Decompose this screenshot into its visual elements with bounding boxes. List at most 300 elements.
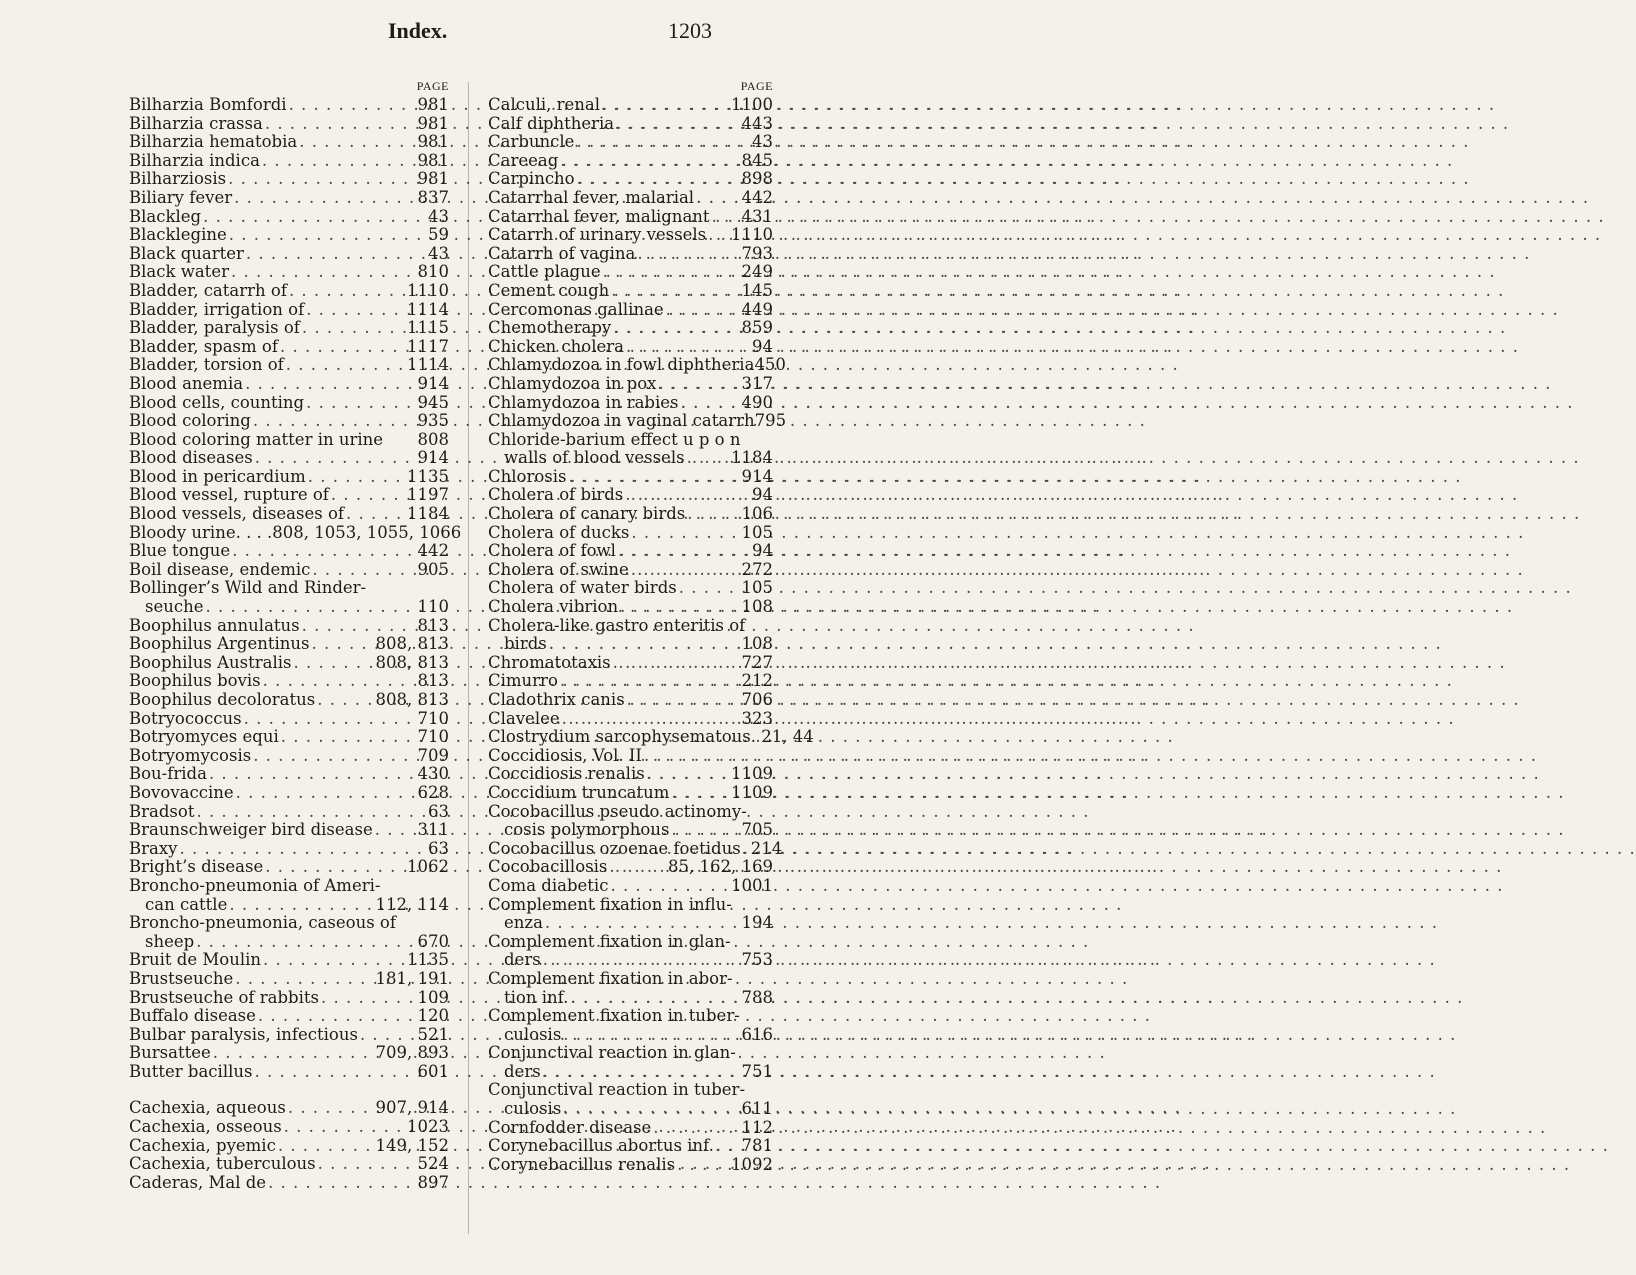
dot-leader bbox=[677, 1156, 729, 1175]
index-entries-left bbox=[129, 95, 462, 1192]
index-page-ref: 788 bbox=[741, 987, 773, 1007]
index-entry bbox=[488, 115, 773, 134]
index-page-ref: 808, 813 bbox=[375, 690, 449, 709]
dot-leader bbox=[570, 989, 739, 1008]
index-term: Butter bacillus bbox=[129, 1061, 253, 1081]
index-entry bbox=[129, 747, 449, 766]
dot-leader bbox=[289, 282, 405, 301]
index-page-ref: 105 bbox=[741, 578, 773, 598]
dot-leader bbox=[712, 208, 740, 227]
index-term: Blood coloring matter in urine bbox=[129, 429, 384, 449]
index-entry bbox=[488, 1026, 773, 1045]
dot-leader bbox=[620, 598, 739, 617]
dot-leader bbox=[203, 208, 426, 227]
index-term: Careeag bbox=[488, 150, 559, 170]
index-term: Blood diseases bbox=[129, 448, 253, 468]
index-entry bbox=[129, 1063, 449, 1082]
index-page-ref: 109 bbox=[417, 987, 449, 1007]
index-term: Buffalo disease bbox=[129, 1006, 256, 1026]
dot-leader bbox=[626, 338, 750, 357]
dot-leader bbox=[255, 449, 416, 468]
dot-leader bbox=[644, 747, 771, 766]
index-term: Biliary fever bbox=[129, 187, 233, 207]
dot-leader bbox=[228, 170, 415, 189]
index-page-ref: 897 bbox=[417, 1172, 449, 1192]
index-page-ref: 710 bbox=[417, 708, 449, 728]
index-term: Bilharzia indica bbox=[129, 150, 260, 170]
index-entry bbox=[129, 189, 449, 208]
dot-leader bbox=[312, 561, 415, 580]
index-page-ref: 710 bbox=[417, 727, 449, 747]
index-entry bbox=[488, 579, 773, 598]
index-term: Bilharzia crassa bbox=[129, 113, 263, 133]
index-entry bbox=[488, 189, 773, 208]
dot-leader bbox=[671, 821, 739, 840]
index-term: birds bbox=[504, 634, 547, 654]
index-entry bbox=[488, 617, 773, 636]
index-term: Coccidiosis, Vol. II bbox=[488, 745, 642, 765]
index-term: Bollinger’s Wild and Rinder- bbox=[129, 578, 367, 598]
dot-leader bbox=[286, 356, 405, 375]
index-entry bbox=[488, 263, 773, 282]
index-term: Bou-frida bbox=[129, 764, 207, 784]
dot-leader bbox=[302, 617, 416, 636]
index-term: Coccidium truncatum bbox=[488, 782, 670, 802]
index-term: Catarrhal fever, malignant bbox=[488, 206, 710, 226]
index-term: Coccidiosis renalis bbox=[488, 764, 645, 784]
index-entry bbox=[488, 1100, 773, 1119]
index-page-ref: 149, 152 bbox=[375, 1135, 449, 1155]
index-page-ref: 194 bbox=[741, 913, 773, 933]
dot-leader bbox=[679, 579, 740, 598]
index-page-ref: 727 bbox=[741, 652, 773, 672]
index-page-ref: 601 bbox=[417, 1061, 449, 1081]
index-page-ref: 981 bbox=[417, 113, 449, 133]
index-entry bbox=[488, 319, 773, 338]
index-term: walls of blood vessels bbox=[504, 448, 685, 468]
index-entry bbox=[129, 840, 449, 859]
dot-leader bbox=[680, 394, 739, 413]
index-term: Black water bbox=[129, 262, 229, 282]
dot-leader bbox=[262, 152, 416, 171]
index-page-ref: 1062 bbox=[407, 857, 449, 877]
index-term: Cholera of birds bbox=[488, 485, 624, 505]
index-page-ref: 85, 162, 169 bbox=[668, 857, 773, 877]
index-entry bbox=[129, 1137, 449, 1156]
index-term: Chloride-barium effect u p o n bbox=[488, 429, 741, 449]
index-page-ref: 1135 bbox=[407, 950, 449, 970]
dot-leader bbox=[543, 951, 740, 970]
index-term: Corynebacillus abortus inf. bbox=[488, 1136, 714, 1156]
index-page-ref: 323 bbox=[741, 708, 773, 728]
index-term: Carbuncle bbox=[488, 132, 575, 152]
index-entry bbox=[129, 877, 449, 896]
index-page-ref: 1135 bbox=[407, 466, 449, 486]
dot-leader bbox=[299, 133, 415, 152]
index-term: can cattle bbox=[145, 894, 228, 914]
index-term: Clavelee bbox=[488, 708, 560, 728]
dot-leader bbox=[631, 524, 739, 543]
index-page-ref: 94 bbox=[752, 336, 773, 356]
index-entry bbox=[129, 710, 449, 729]
dot-leader bbox=[234, 189, 415, 208]
dot-leader bbox=[253, 412, 416, 431]
index-term: Bilharzia hematobia bbox=[129, 132, 298, 152]
index-term: Chlamydozoa in vaginal catarrh bbox=[488, 411, 755, 431]
index-page-ref: 94 bbox=[752, 485, 773, 505]
index-entry bbox=[488, 1007, 773, 1026]
index-term: Boophilus Argentinus bbox=[129, 634, 310, 654]
index-entry bbox=[129, 319, 449, 338]
index-page-ref: 59 bbox=[428, 225, 449, 245]
index-entry bbox=[129, 951, 449, 970]
index-entry bbox=[129, 542, 449, 561]
index-term: Complement fixation in tuber- bbox=[488, 1006, 740, 1026]
index-page-ref: 442 bbox=[417, 541, 449, 561]
index-page-ref: 521 bbox=[417, 1024, 449, 1044]
index-entry bbox=[129, 858, 449, 877]
dot-leader bbox=[229, 226, 426, 245]
index-term: Cement cough bbox=[488, 280, 610, 300]
index-entry bbox=[488, 561, 773, 580]
index-page-ref: 1110 bbox=[731, 225, 773, 245]
index-entry bbox=[129, 486, 449, 505]
dot-leader bbox=[603, 263, 740, 282]
index-term: Broncho-pneumonia, caseous of bbox=[129, 913, 396, 933]
index-entry bbox=[129, 96, 449, 115]
index-page-ref: 1115 bbox=[407, 318, 449, 338]
index-page-ref: 1001 bbox=[731, 875, 773, 895]
index-term: Chlorosis bbox=[488, 466, 567, 486]
index-page-ref: 981 bbox=[417, 150, 449, 170]
index-entry bbox=[488, 635, 773, 654]
index-page-ref: 781 bbox=[741, 1136, 773, 1156]
index-entry bbox=[488, 989, 773, 1008]
index-entry bbox=[129, 635, 449, 654]
index-entry bbox=[129, 468, 449, 487]
dot-leader bbox=[610, 877, 729, 896]
index-entry bbox=[488, 672, 773, 691]
index-page-ref: 43 bbox=[752, 132, 773, 152]
index-entry bbox=[129, 821, 449, 840]
index-entry bbox=[129, 245, 449, 264]
index-entry bbox=[488, 449, 773, 468]
dot-leader bbox=[263, 951, 405, 970]
index-entry bbox=[129, 728, 449, 747]
dot-leader bbox=[281, 728, 416, 747]
index-entry bbox=[129, 226, 449, 245]
dot-leader bbox=[696, 189, 739, 208]
index-entry bbox=[488, 505, 773, 524]
index-term: Cholera of canary birds bbox=[488, 504, 686, 524]
index-term: Cocobacillus pseudo actinomy- bbox=[488, 801, 747, 821]
index-entry bbox=[488, 598, 773, 617]
index-term: ders bbox=[504, 1061, 541, 1081]
index-entry bbox=[488, 747, 773, 766]
dot-leader bbox=[671, 784, 729, 803]
index-term: Caderas, Mal de bbox=[129, 1172, 267, 1192]
page-column-label: PAGE bbox=[416, 79, 449, 93]
index-term: Conjunctival reaction in tuber- bbox=[488, 1080, 746, 1100]
dot-leader bbox=[179, 840, 426, 859]
index-page-ref: 1110 bbox=[407, 280, 449, 300]
index-page-ref: 793 bbox=[741, 243, 773, 263]
index-entry bbox=[129, 896, 449, 915]
index-entry bbox=[129, 1155, 449, 1174]
index-entry bbox=[129, 1044, 449, 1063]
dot-leader bbox=[653, 1119, 739, 1138]
index-page-ref: 1023 bbox=[407, 1117, 449, 1137]
index-term: Catarrh of vagina bbox=[488, 243, 636, 263]
index-term: Blood in pericardium bbox=[129, 466, 306, 486]
index-term: Cercomonas gallinae bbox=[488, 299, 664, 319]
index-entry bbox=[129, 208, 449, 227]
index-entries-right bbox=[488, 95, 814, 1174]
dot-leader bbox=[666, 301, 740, 320]
index-page-ref: 945 bbox=[417, 392, 449, 412]
index-entry bbox=[129, 803, 449, 822]
index-entry bbox=[488, 896, 773, 915]
index-term: Cachexia, aqueous bbox=[129, 1098, 286, 1118]
index-term: Cocobacillus ozoenae foetidus bbox=[488, 838, 741, 858]
dot-leader bbox=[317, 691, 373, 710]
index-entry bbox=[488, 152, 773, 171]
index-page-ref: 1197 bbox=[407, 485, 449, 505]
index-page-ref: 705 bbox=[741, 820, 773, 840]
index-page-ref: 112, 114 bbox=[375, 894, 449, 914]
index-page-ref: 1114 bbox=[407, 299, 449, 319]
dot-leader bbox=[627, 691, 740, 710]
index-page-ref: 272 bbox=[741, 559, 773, 579]
index-entry bbox=[129, 449, 449, 468]
index-entry bbox=[488, 838, 783, 859]
dot-leader bbox=[209, 765, 416, 784]
index-entry bbox=[488, 96, 773, 115]
index-term: Boophilus Australis bbox=[129, 652, 292, 672]
index-term: Blood cells, counting bbox=[129, 392, 305, 412]
index-page-ref: 63 bbox=[428, 801, 449, 821]
index-term: ders bbox=[504, 950, 541, 970]
index-page-ref: 94 bbox=[752, 541, 773, 561]
index-term: Blackleg bbox=[129, 206, 202, 226]
index-page-ref: 1092 bbox=[731, 1154, 773, 1174]
dot-leader bbox=[708, 226, 729, 245]
index-page-ref: 795 bbox=[754, 411, 787, 431]
index-term: Bladder, paralysis of bbox=[129, 318, 300, 338]
dot-leader bbox=[293, 654, 373, 673]
page-number: 1203 bbox=[668, 18, 712, 43]
index-page-ref: 981 bbox=[417, 169, 449, 189]
dot-leader bbox=[331, 486, 405, 505]
index-page-ref: 317 bbox=[741, 373, 773, 393]
index-page-ref: 106 bbox=[741, 504, 773, 524]
index-page-ref: 914 bbox=[417, 448, 449, 468]
index-entry bbox=[488, 933, 773, 952]
index-entry bbox=[488, 858, 773, 877]
index-page-ref: 1100 bbox=[731, 95, 773, 114]
index-term: Boophilus decoloratus bbox=[129, 690, 316, 709]
index-term: Bruit de Moulin bbox=[129, 950, 261, 970]
page-header bbox=[0, 18, 800, 58]
index-entry bbox=[129, 672, 449, 691]
index-term: Blue tongue bbox=[129, 541, 231, 561]
index-term: Chemotherapy bbox=[488, 318, 612, 338]
index-page-ref: 214 bbox=[750, 838, 783, 858]
index-term: Clostrydium sarcophysematous. 21, 44 bbox=[488, 727, 814, 747]
index-entry bbox=[129, 301, 449, 320]
index-page-ref: 808, 813 bbox=[375, 634, 449, 654]
index-term: Catarrh of urinary vessels bbox=[488, 225, 707, 245]
index-page-ref: 709 bbox=[417, 745, 449, 765]
index-term: Bladder, spasm of bbox=[129, 336, 278, 356]
dot-leader bbox=[213, 1044, 374, 1063]
index-entry bbox=[129, 263, 449, 282]
index-term: Bladder, irrigation of bbox=[129, 299, 305, 319]
index-term: Cattle plague bbox=[488, 262, 601, 282]
index-page-ref: 450 bbox=[754, 355, 786, 375]
index-entry bbox=[488, 727, 814, 747]
index-term: Boophilus bovis bbox=[129, 671, 261, 691]
index-entry bbox=[129, 579, 449, 598]
index-term: cosis polymorphous bbox=[504, 820, 670, 840]
index-entry bbox=[488, 765, 773, 784]
index-entry bbox=[488, 784, 773, 803]
dot-leader bbox=[318, 1155, 416, 1174]
index-term: Bright’s disease bbox=[129, 857, 264, 877]
index-page-ref: 1184 bbox=[407, 504, 449, 524]
index-term: seuche bbox=[145, 597, 204, 617]
index-entry bbox=[488, 282, 773, 301]
index-page-ref: 751 bbox=[741, 1061, 773, 1081]
index-term: Brustseuche of rabbits bbox=[129, 987, 319, 1007]
index-entry bbox=[129, 598, 449, 617]
index-term: Blood vessel, rupture of bbox=[129, 485, 329, 505]
dot-leader bbox=[560, 672, 740, 691]
index-term: Chlamydozoa in fowl diphtheria bbox=[488, 355, 755, 375]
index-page-ref: 706 bbox=[741, 690, 773, 709]
index-term: Complement fixation in glan- bbox=[488, 931, 731, 951]
index-page-ref: 43 bbox=[428, 206, 449, 226]
index-entry bbox=[129, 933, 449, 952]
index-term: Bladder, catarrh of bbox=[129, 280, 287, 300]
dot-leader bbox=[613, 654, 740, 673]
index-page-ref: 490 bbox=[741, 392, 773, 412]
index-entry bbox=[129, 152, 449, 171]
index-entry bbox=[488, 411, 787, 431]
index-page-ref: 753 bbox=[741, 950, 773, 970]
dot-leader bbox=[569, 468, 740, 487]
index-entry bbox=[129, 765, 449, 784]
dot-leader bbox=[631, 561, 740, 580]
index-page-ref: 907, 914 bbox=[375, 1098, 449, 1118]
index-entry bbox=[129, 115, 449, 134]
index-page-ref: 449 bbox=[741, 299, 773, 319]
index-term: Complement fixation in influ- bbox=[488, 894, 732, 914]
index-page-ref: 914 bbox=[741, 466, 773, 486]
index-entry bbox=[488, 542, 773, 561]
dot-leader bbox=[716, 1137, 740, 1156]
index-page-ref: 813 bbox=[417, 671, 449, 691]
index-entry bbox=[129, 561, 449, 580]
index-term: Cachexia, pyemic bbox=[129, 1135, 276, 1155]
index-entry bbox=[129, 412, 449, 431]
index-entry bbox=[129, 617, 449, 636]
index-entry bbox=[129, 654, 449, 673]
index-term: Calf diphtheria bbox=[488, 113, 615, 133]
index-term: Bladder, torsion of bbox=[129, 355, 284, 375]
page-title: Index. bbox=[388, 18, 448, 43]
index-term: Cholera of fowl bbox=[488, 541, 616, 561]
index-page-ref: 110 bbox=[417, 597, 449, 617]
index-page-ref: 611 bbox=[741, 1099, 773, 1119]
index-entry bbox=[488, 301, 773, 320]
index-entry bbox=[488, 877, 773, 896]
index-page-ref: 442 bbox=[741, 187, 773, 207]
dot-leader bbox=[308, 468, 405, 487]
dot-leader bbox=[206, 598, 416, 617]
dot-leader bbox=[258, 1007, 416, 1026]
dot-leader bbox=[235, 970, 373, 989]
index-term: Cholera-like gastro enteritis of bbox=[488, 615, 746, 635]
index-term: Bursattee bbox=[129, 1043, 211, 1063]
index-page-ref: 981 bbox=[417, 95, 449, 114]
dot-leader bbox=[306, 301, 405, 320]
index-page-ref: 914 bbox=[417, 373, 449, 393]
index-entry bbox=[488, 1119, 773, 1138]
index-term: Complement fixation in abor- bbox=[488, 968, 733, 988]
index-entry bbox=[488, 803, 773, 822]
dot-leader bbox=[284, 1118, 405, 1137]
dot-leader bbox=[196, 803, 426, 822]
index-term: Conjunctival reaction in glan- bbox=[488, 1043, 736, 1063]
dot-leader bbox=[602, 96, 729, 115]
index-entry bbox=[129, 691, 449, 710]
index-term: Cholera vibrion bbox=[488, 597, 619, 617]
dot-leader bbox=[562, 710, 740, 729]
dot-leader bbox=[244, 710, 416, 729]
dot-leader bbox=[321, 989, 416, 1008]
dot-leader bbox=[613, 319, 739, 338]
dot-leader bbox=[245, 375, 415, 394]
index-page-ref: 431 bbox=[741, 206, 773, 226]
dot-leader bbox=[743, 840, 749, 859]
index-entry bbox=[129, 1099, 449, 1118]
index-column-left bbox=[129, 78, 462, 1192]
dot-leader bbox=[563, 1100, 739, 1119]
dot-leader bbox=[265, 115, 416, 134]
dot-leader bbox=[543, 1063, 740, 1082]
index-entry bbox=[488, 1044, 773, 1063]
index-entry bbox=[129, 1026, 449, 1045]
dot-leader bbox=[611, 282, 739, 301]
index-entry bbox=[129, 1118, 449, 1137]
index-page-ref: 108 bbox=[741, 597, 773, 617]
index-page-ref: 145 bbox=[741, 280, 773, 300]
dot-leader bbox=[545, 914, 740, 933]
index-page-ref: 181, 191 bbox=[375, 968, 449, 988]
index-entry bbox=[129, 356, 449, 375]
index-term: Calculi, renal bbox=[488, 95, 601, 114]
dot-leader bbox=[265, 858, 405, 877]
dot-leader bbox=[254, 1063, 415, 1082]
index-entry bbox=[488, 394, 773, 413]
dot-leader bbox=[288, 1099, 374, 1118]
index-entry bbox=[488, 245, 773, 264]
index-entry bbox=[488, 226, 773, 245]
index-term: Botryococcus bbox=[129, 708, 242, 728]
index-term: Cladothrix canis bbox=[488, 690, 625, 709]
index-term: Catarrhal fever, malarial bbox=[488, 187, 695, 207]
